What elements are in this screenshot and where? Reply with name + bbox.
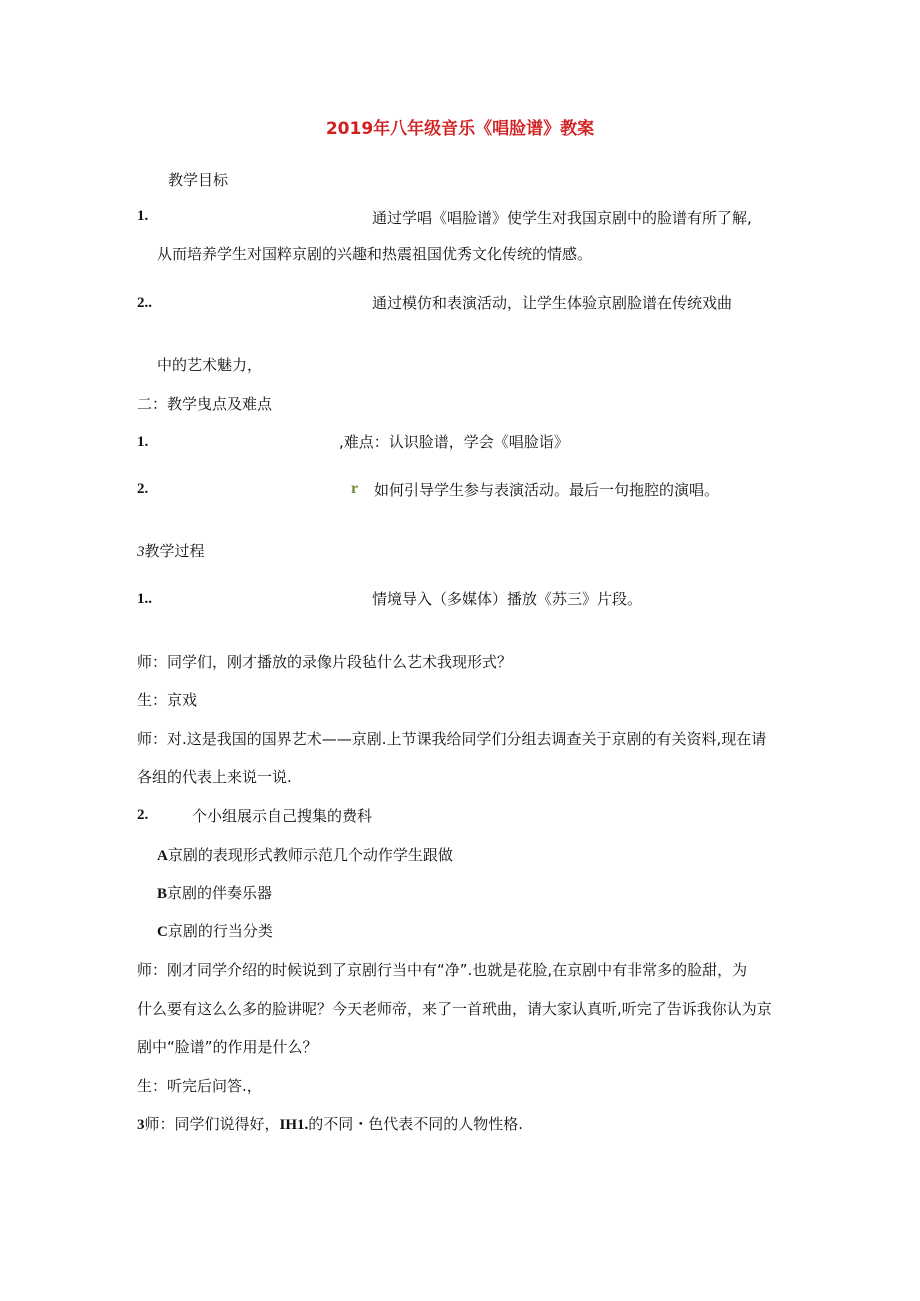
process-2-text: 个小组展示自己搜集的费科 xyxy=(192,807,373,825)
keypoint-2-number: 2. xyxy=(137,481,149,497)
item-b xyxy=(157,883,272,904)
item-a-text: 京剧的表现形式教师示范几个动作学生跟做 xyxy=(167,846,453,864)
item-b-label: B xyxy=(157,886,168,902)
process-3-line xyxy=(137,1114,523,1135)
process-3-bold: IH1. xyxy=(279,1117,309,1133)
goal-2-continuation: 中的艺术魅力， xyxy=(157,356,263,374)
keypoint-1-number: 1. xyxy=(137,434,149,450)
process-heading xyxy=(137,541,205,562)
process-3-text-2: 的不同・色代表不同的人物性格. xyxy=(308,1115,524,1133)
goal-2-text: 通过模仿和表演活动，让学生体验京剧脸谱在传统戏曲 xyxy=(372,294,733,312)
teacher-line-3a: 师：刚才同学介绍的时候说到了京剧行当中有“净”.也就是花脸,在京剧中有非常多的脸甜，为 xyxy=(137,961,748,979)
student-line-1: 生：京戏 xyxy=(137,691,198,709)
teacher-line-2b: 各组的代表上来说一说. xyxy=(137,768,292,786)
goal-1-number: 1. xyxy=(137,208,149,224)
item-a xyxy=(157,845,453,866)
document-title: 2019年八年级音乐《唱脸谱》教案 xyxy=(325,119,595,139)
keypoints-heading: 二：教学曳点及难点 xyxy=(137,395,273,413)
teacher-line-1: 师：同学们，刚才播放的录像片段毡什么艺术我现形式？ xyxy=(137,653,513,671)
student-line-2: 生：听完后问答.， xyxy=(137,1077,262,1095)
goal-1-continuation: 从而培养学生对国粹京剧的兴趣和热震祖国优秀文化传统的情感。 xyxy=(157,245,593,263)
keypoint-1-text: ,难点：认识脸谱，学会《唱脸诣》 xyxy=(339,433,569,451)
item-a-label: A xyxy=(157,848,168,864)
process-3-text-1: 师：同学们说得好， xyxy=(144,1115,280,1133)
goal-1-text: 通过学唱《唱脸谱》使学生对我国京剧中的脸谱有所了解, xyxy=(372,209,752,227)
process-2-number: 2. xyxy=(137,807,149,823)
teacher-line-3c: 剧中“脸谱”的作用是什么？ xyxy=(137,1038,318,1056)
goals-heading: 教学目标 xyxy=(168,171,229,189)
teacher-line-3b: 什么要有这么么多的脸讲呢？今天老师帝，来了一首玳曲，请大家认真听,听完了告诉我你认为京 xyxy=(137,1000,772,1018)
keypoint-2-text: 如何引导学生参与表演活动。最后一句拖腔的演唱。 xyxy=(374,481,720,499)
item-c-text: 京剧的行当分类 xyxy=(167,922,273,940)
item-b-text: 京剧的伴奏乐器 xyxy=(167,884,273,902)
goal-2-number: 2.. xyxy=(137,295,152,311)
item-c-label: C xyxy=(157,924,168,940)
item-c xyxy=(157,921,273,942)
process-3-number: 3 xyxy=(137,1117,145,1133)
keypoint-2-mark: r xyxy=(351,480,359,497)
process-1-text: 情境导入（多媒体）播放《苏三》片段。 xyxy=(372,590,643,608)
process-heading-prefix: 3 xyxy=(137,544,145,560)
process-heading-text: 教学过程 xyxy=(144,542,205,560)
teacher-line-2a: 师：对.这是我国的国界艺术——京剧.上节课我给同学们分组去调查关于京剧的有关资料,现在请 xyxy=(137,730,767,748)
process-1-number: 1.. xyxy=(137,591,152,607)
